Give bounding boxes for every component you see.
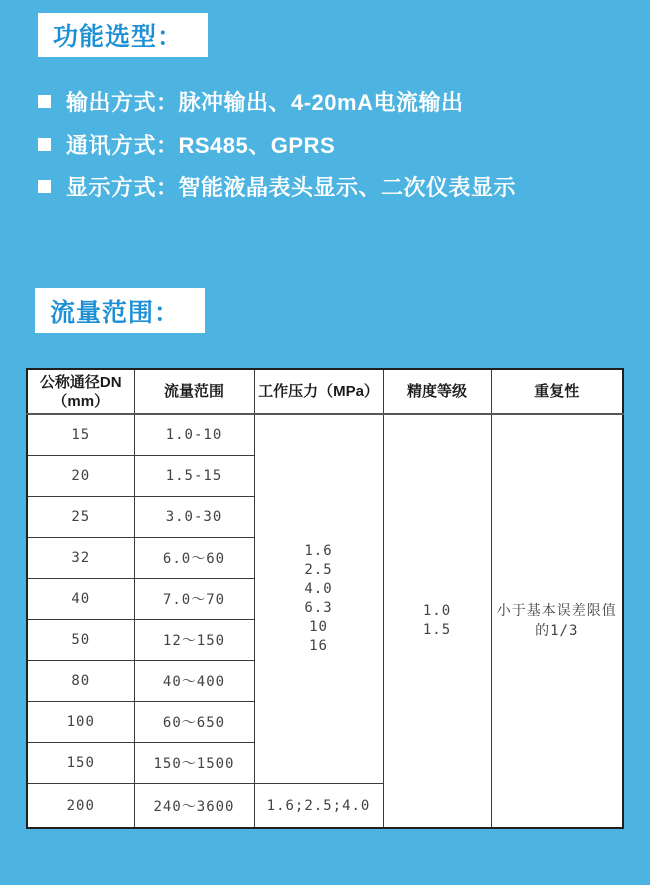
square-bullet-icon: [38, 138, 51, 151]
range-cell: 1.5-15: [134, 456, 254, 497]
dn-cell: 50: [27, 620, 134, 661]
header-accuracy-class: 精度等级: [383, 369, 491, 414]
feature-bullet-label: 显示方式：智能液晶表头显示、二次仪表显示: [66, 174, 517, 200]
repeatability-line2: 的1/3: [535, 623, 579, 639]
square-bullet-icon: [38, 95, 51, 108]
pressure-value: 16: [309, 638, 328, 654]
accuracy-value: 1.5: [422, 622, 452, 638]
feature-bullet-label: 输出方式：脉冲输出、4-20mA电流输出: [66, 89, 464, 115]
range-cell: 1.0-10: [134, 414, 254, 456]
pressure-value: 10: [309, 619, 328, 635]
dn-cell: 80: [27, 661, 134, 702]
range-cell: 7.0～70: [134, 579, 254, 620]
pressure-merged-cell: [254, 414, 383, 784]
dn-cell: 150: [27, 743, 134, 784]
flow-range-title-label: 流量范围：: [50, 298, 181, 327]
feature-bullet-label: 通讯方式：RS485、GPRS: [66, 132, 336, 158]
bottom-white-strip: [0, 885, 650, 889]
feature-bullet-communication: [38, 131, 335, 157]
table-header-row: [27, 369, 623, 414]
square-bullet-icon: [38, 180, 51, 193]
feature-bullet-display: [38, 173, 516, 199]
range-cell: 240～3600: [134, 784, 254, 829]
dn-cell: 100: [27, 702, 134, 743]
header-dn: [27, 369, 134, 414]
accuracy-value: 1.0: [422, 603, 452, 619]
header-dn-line2: （mm）: [52, 392, 110, 410]
accuracy-merged-cell: [383, 414, 491, 828]
flow-range-spec-table: [26, 368, 624, 829]
feature-bullet-output: [38, 88, 463, 114]
features-section-title: [38, 13, 208, 57]
flow-range-section-title: [35, 288, 205, 333]
repeatability-merged-cell: [491, 414, 623, 828]
header-repeatability: 重复性: [491, 369, 623, 414]
pressure-value: 4.0: [304, 581, 333, 597]
pressure-value: 6.3: [304, 600, 333, 616]
header-dn-line1: 公称通径DN: [39, 373, 122, 391]
dn-cell: 32: [27, 538, 134, 579]
pressure-value: 2.5: [304, 562, 333, 578]
dn-cell: 25: [27, 497, 134, 538]
range-cell: 150～1500: [134, 743, 254, 784]
pressure-last-row-cell: 1.6;2.5;4.0: [254, 784, 383, 829]
pressure-value: 1.6: [304, 543, 333, 559]
header-flow-range: 流量范围: [134, 369, 254, 414]
range-cell: 6.0～60: [134, 538, 254, 579]
dn-cell: 200: [27, 784, 134, 829]
range-cell: 40～400: [134, 661, 254, 702]
range-cell: 60～650: [134, 702, 254, 743]
range-cell: 3.0-30: [134, 497, 254, 538]
table-row: [27, 414, 623, 456]
dn-cell: 20: [27, 456, 134, 497]
dn-cell: 15: [27, 414, 134, 456]
features-title-label: 功能选型：: [53, 23, 184, 51]
repeatability-line1: 小于基本误差限值: [496, 603, 617, 619]
range-cell: 12～150: [134, 620, 254, 661]
dn-cell: 40: [27, 579, 134, 620]
header-working-pressure: 工作压力（MPa）: [254, 369, 383, 414]
